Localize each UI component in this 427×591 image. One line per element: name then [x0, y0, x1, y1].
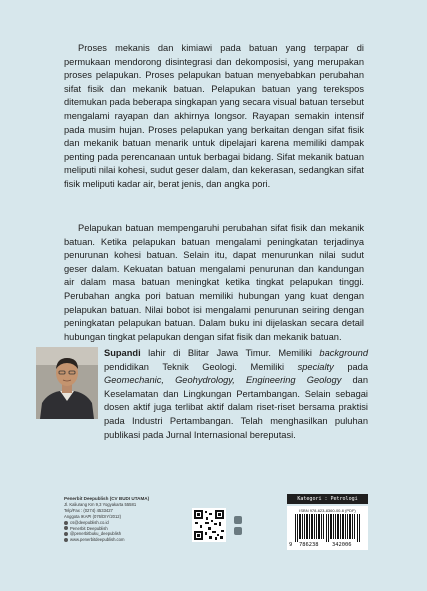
contact-instagram-text: @penerbitbuku_deepublish	[70, 531, 122, 537]
body-paragraph-2: Pelapukan batuan mempengaruhi perubahan sifat fisik dan mekanik batuan. Ketika pelapukan batuan mengalami peningkatan terjadinya penurunan kohesi batuan. Selain itu, dapat menurunkan nilai sudut geser dalam. Kekuatan batuan mengalami penurunan dan kandungan air dalam masa batuan meningkat ketika tingkat pelapukan tinggi. Perubahan angka pori batuan memiliki hubungan yang kuat dengan pelapukan batuan. Nilai bobot isi mengalami penurunan seiring dengan peningkatan pelapukan batuan. Dalam buku ini dijelaskan secara detail hubungan tingkat pelapukan dengan sifat fisik dan mekanik batuan.	[64, 223, 364, 342]
barcode-number-lead: 9	[289, 542, 293, 548]
publisher-member: Anggota IKAPI (076/DIY/2012)	[64, 513, 122, 519]
contact-website-text: www.penerbitdeepublish.com	[70, 537, 125, 543]
author-bio-text-3: pendidikan Teknik Geologi. Memiliki	[104, 361, 298, 372]
barcode	[287, 506, 368, 550]
instagram-icon	[64, 532, 68, 536]
contact-facebook-text: Penerbit Deepublish	[70, 525, 108, 531]
author-bio-text-6: Geomechanic, Geohydrology, Engineering Geology	[104, 375, 342, 386]
barcode-number-left: 786238	[299, 542, 319, 548]
author-bio-text-7: dan Keselamatan dan Lingkungan Pertambangan. Selain sebagai dosen aktif juga terlibat aktif dalam riset-riset bersama praktisi pada Industri Pertambangan. Telah menghasilkan puluhan publikasi pada Jurnal Internasional bereputasi.	[104, 375, 368, 440]
author-bio-text-1: lahir di Blitar Jawa Timur. Memiliki	[140, 348, 320, 358]
category-label: Kategori : Petrologi	[287, 494, 368, 504]
facebook-icon	[64, 526, 68, 530]
author-photo	[36, 347, 98, 419]
body-paragraph-1: Proses mekanis dan kimiawi pada batuan yang terpapar di permukaan mendorong disintegrasi dan dekomposisi, yang merupakan proses pelapukan. Proses pelapukan batuan menyebabkan perubahan sifat fisik dan mekanik batuan. Pelapukan batuan yang terekspos ditemukan pada beberapa singkapan yang secara visual batuan tersebut mengalami rayapan dan akhirnya longsor. Rayapan semakin intensif pada musim hujan. Proses pelapukan yang berkaitan dengan sifat fisik dan mekanik batuan menarik untuk dipelajari karena memiliki dampak penting pada perencanaan untuk berbagai bidang. Sifat mekanik batuan meliputi nilai kohesi, sudut geser dalam, dan kekerasan, sedangkan sifat fisik meliputi kadar air, berat jenis, dan angka pori.	[64, 43, 364, 189]
contact-email-text: cs@deepublish.co.id	[70, 519, 109, 525]
author-bio-text-4: specialty	[297, 361, 334, 372]
social-icons	[234, 516, 246, 535]
contact-website	[64, 537, 194, 543]
barcode-bars	[295, 514, 361, 542]
publisher-phone: Telp/Fax : (0274) 4533427	[64, 507, 113, 513]
qr-code	[192, 508, 226, 542]
publisher-info	[64, 496, 194, 543]
author-bio	[104, 347, 368, 442]
facebook-icon	[234, 516, 242, 524]
isbn-text: ISBN 978-623-8360-00-6 (PDF)	[299, 508, 356, 513]
globe-icon	[64, 538, 68, 542]
author-bio-text-5: pada	[333, 361, 369, 372]
publisher-name: Penerbit Deepublish (CV BUDI UTAMA)	[64, 496, 150, 501]
email-icon	[64, 521, 68, 525]
publisher-address: Jl. Kaliurang Km 9,3 Yogyakarta 55581	[64, 501, 137, 507]
barcode-number-right: 342006	[332, 542, 352, 548]
author-name: Supandi	[104, 348, 141, 358]
author-bio-text-2: background	[319, 348, 368, 358]
instagram-icon	[234, 527, 242, 535]
